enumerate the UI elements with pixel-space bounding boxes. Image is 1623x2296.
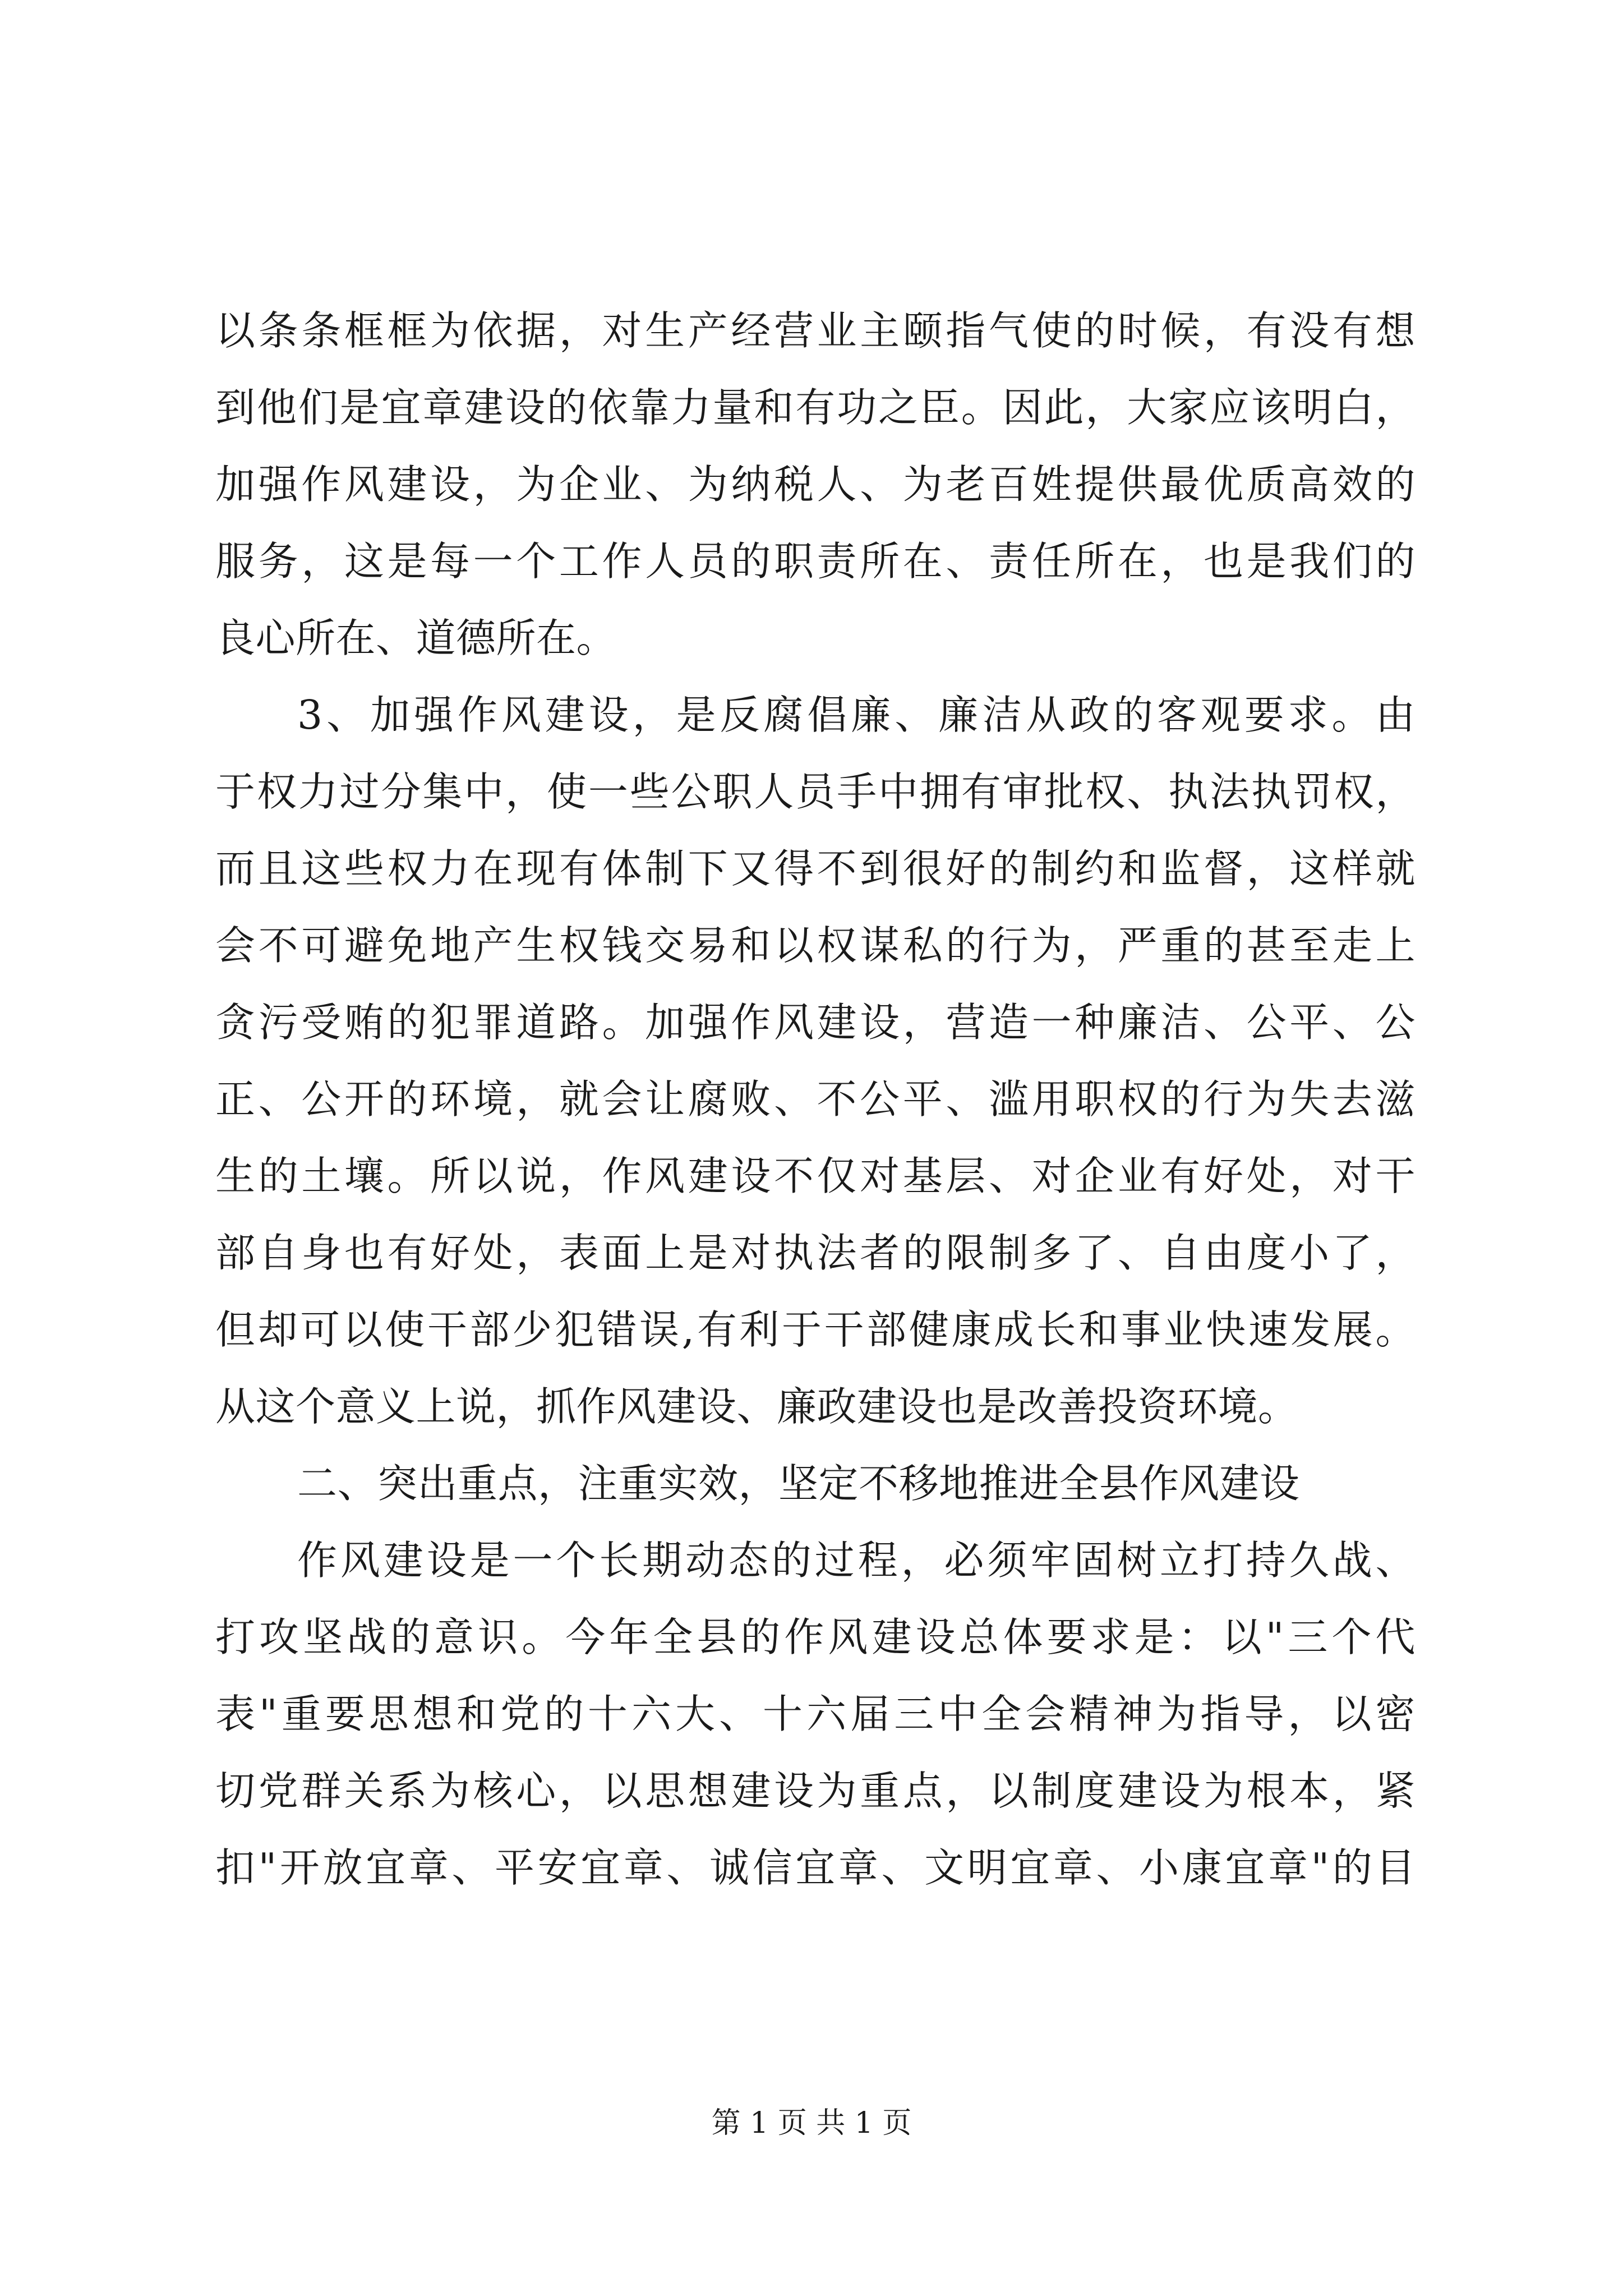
text-line: 部自身也有好处，表面上是对执法者的限制多了、自由度小了， (215, 1230, 1415, 1276)
text-line: 打攻坚战的意识。今年全县的作风建设总体要求是：以"三个代 (215, 1614, 1415, 1660)
text-line: 3、加强作风建设，是反腐倡廉、廉洁从政的客观要求。由 (297, 692, 1415, 738)
text-line: 良心所在、道德所在。 (215, 615, 617, 661)
text-line: 切党群关系为核心，以思想建设为重点，以制度建设为根本，紧 (215, 1768, 1415, 1814)
text-line: 表"重要思想和党的十六大、十六届三中全会精神为指导，以密 (215, 1691, 1415, 1737)
text-line: 贪污受贿的犯罪道路。加强作风建设，营造一种廉洁、公平、公 (215, 999, 1415, 1046)
text-line: 加强作风建设，为企业、为纳税人、为老百姓提供最优质高效的 (215, 461, 1415, 508)
section-heading: 二、突出重点，注重实效，坚定不移地推进全县作风建设 (297, 1460, 1300, 1507)
text-line: 以条条框框为依据，对生产经营业主颐指气使的时候，有没有想 (215, 307, 1415, 354)
page-number-footer: 第 1 页 共 1 页 (711, 2106, 912, 2140)
text-line: 但却可以使干部少犯错误,有利于干部健康成长和事业快速发展。 (215, 1306, 1415, 1353)
text-line: 服务，这是每一个工作人员的职责所在、责任所在，也是我们的 (215, 538, 1415, 585)
text-line: 扣"开放宜章、平安宜章、诚信宜章、文明宜章、小康宜章"的目 (215, 1844, 1415, 1891)
text-line: 从这个意义上说，抓作风建设、廉政建设也是改善投资环境。 (215, 1383, 1298, 1430)
text-line: 正、公开的环境，就会让腐败、不公平、滥用职权的行为失去滋 (215, 1076, 1415, 1122)
text-line: 生的土壤。所以说，作风建设不仅对基层、对企业有好处，对干 (215, 1153, 1415, 1199)
text-line: 而且这些权力在现有体制下又得不到很好的制约和监督，这样就 (215, 845, 1415, 892)
text-line: 于权力过分集中，使一些公职人员手中拥有审批权、执法执罚权， (215, 769, 1415, 815)
text-line: 到他们是宜章建设的依靠力量和有功之臣。因此，大家应该明白， (215, 384, 1415, 431)
text-line: 作风建设是一个长期动态的过程，必须牢固树立打持久战、 (297, 1537, 1415, 1584)
text-line: 会不可避免地产生权钱交易和以权谋私的行为，严重的甚至走上 (215, 922, 1415, 969)
